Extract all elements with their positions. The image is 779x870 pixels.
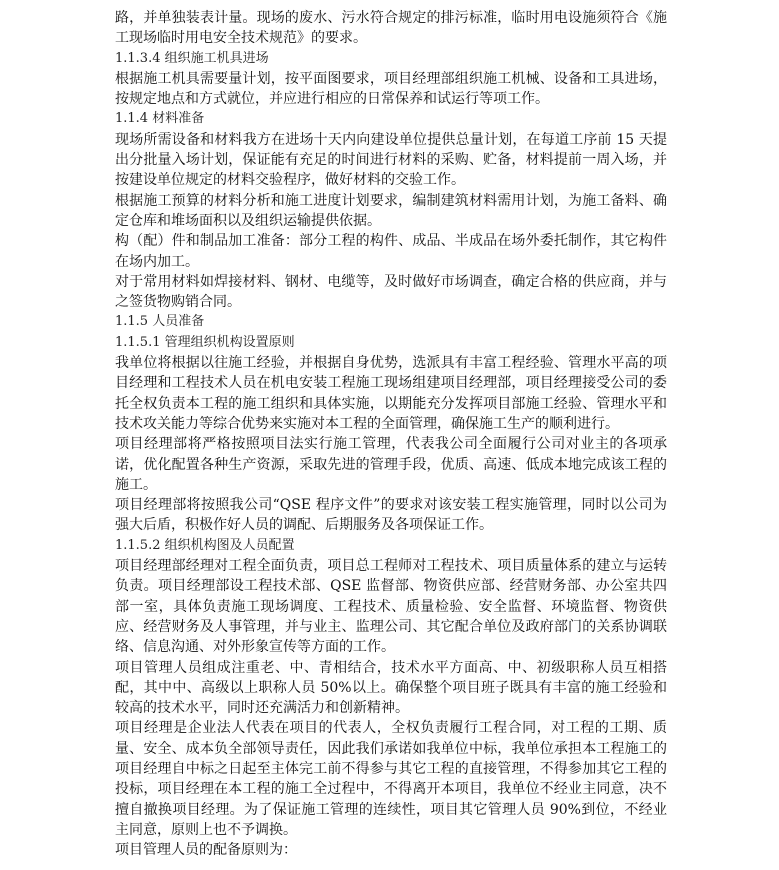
paragraph: 项目管理人员组成注重老、中、青相结合，技术水平方面高、中、初级职称人员互相搭配，其中中、高级以上职称人员 50%以上。确保整个项目班子既具有丰富的施工经验和较高的技术水平，同时还充满活力和创新精神。: [115, 659, 667, 717]
section-heading: 1.1.4 材料准备: [115, 111, 205, 127]
paragraph: 现场所需设备和材料我方在进场十天内向建设单位提供总量计划，在每道工序前 15 天提出分批量入场计划，保证能有充足的时间进行材料的采购、贮备，材料提前一周入场，并按建设单位规定的材料交验程序，做好材料的交验工作。: [115, 131, 667, 189]
section-heading: 1.1.5.1 管理组织机构设置原则: [115, 334, 295, 350]
paragraph: 对于常用材料如焊接材料、钢材、电缆等，及时做好市场调查，确定合格的供应商，并与之签货物购销合同。: [115, 273, 667, 311]
document-page: [115, 8, 667, 860]
paragraph: 项目管理人员的配备原则为：: [115, 842, 297, 859]
paragraph: 路，并单独装表计量。现场的废水、污水符合规定的排污标准，临时用电设施须符合《施工现场临时用电安全技术规范》的要求。: [115, 10, 667, 47]
section-heading: 1.1.5 人员准备: [115, 314, 205, 330]
section-heading: 1.1.3.4 组织施工机具进场: [115, 50, 269, 66]
paragraph: 根据施工机具需要量计划，按平面图要求，项目经理部组织施工机械、设备和工具进场，按规定地点和方式就位，并应进行相应的日常保养和试运行等项工作。: [115, 70, 667, 108]
paragraph: 项目经理部将按照我公司“QSE 程序文件”的要求对该安装工程实施管理，同时以公司为强大后盾，积极作好人员的调配、后期服务及各项保证工作。: [115, 497, 667, 534]
section-heading: 1.1.5.2 组织机构图及人员配置: [115, 537, 295, 553]
paragraph: 项目经理部将严格按照项目法实行施工管理，代表我公司全面履行公司对业主的各项承诺，优化配置各种生产资源，采取先进的管理手段，优质、高速、低成本地完成该工程的施工。: [115, 436, 667, 493]
paragraph: 项目经理部经理对工程全面负责，项目总工程师对工程技术、项目质量体系的建立与运转负责。项目经理部设工程技术部、QSE 监督部、物资供应部、经营财务部、办公室共四部一室，具体负责施工现场调度、工程技术、质量检验、安全监督、环境监督、物资供应、经营财务及人事管理，并与业主、监理公司、其它配合单位及政府部门的关系协调联络、信息沟通、对外形象宣传等方面的工作。: [115, 558, 667, 656]
paragraph: 根据施工预算的材料分析和施工进度计划要求，编制建筑材料需用计划，为施工备料、确定仓库和堆场面积以及组织运输提供依据。: [115, 192, 667, 229]
paragraph: 项目经理是企业法人代表在项目的代表人，全权负责履行工程合同，对工程的工期、质量、安全、成本负全部领导责任，因此我们承诺如我单位中标，我单位承担本工程施工的项目经理自中标之日起至主体完工前不得参与其它工程的直接管理，不得参加其它工程的投标，项目经理在本工程的施工全过程中，不得离开本项目，我单位不经业主同意，决不擅自撤换项目经理。为了保证施工管理的连续性，项目其它管理人员 90%到位，不经业主同意，原则上也不予调换。: [115, 720, 667, 838]
paragraph: 构（配）件和制品加工准备：部分工程的构件、成品、半成品在场外委托制作，其它构件在场内加工。: [115, 233, 667, 270]
paragraph: 我单位将根据以往施工经验，并根据自身优势，选派具有丰富工程经验、管理水平高的项目经理和工程技术人员在机电安装工程施工现场组建项目经理部，项目经理接受公司的委托全权负责本工程的施工组织和具体实施，以期能充分发挥项目部施工经验、管理水平和技术攻关能力等综合优势来实施对本工程的全面管理，确保施工生产的顺利进行。: [115, 355, 667, 432]
